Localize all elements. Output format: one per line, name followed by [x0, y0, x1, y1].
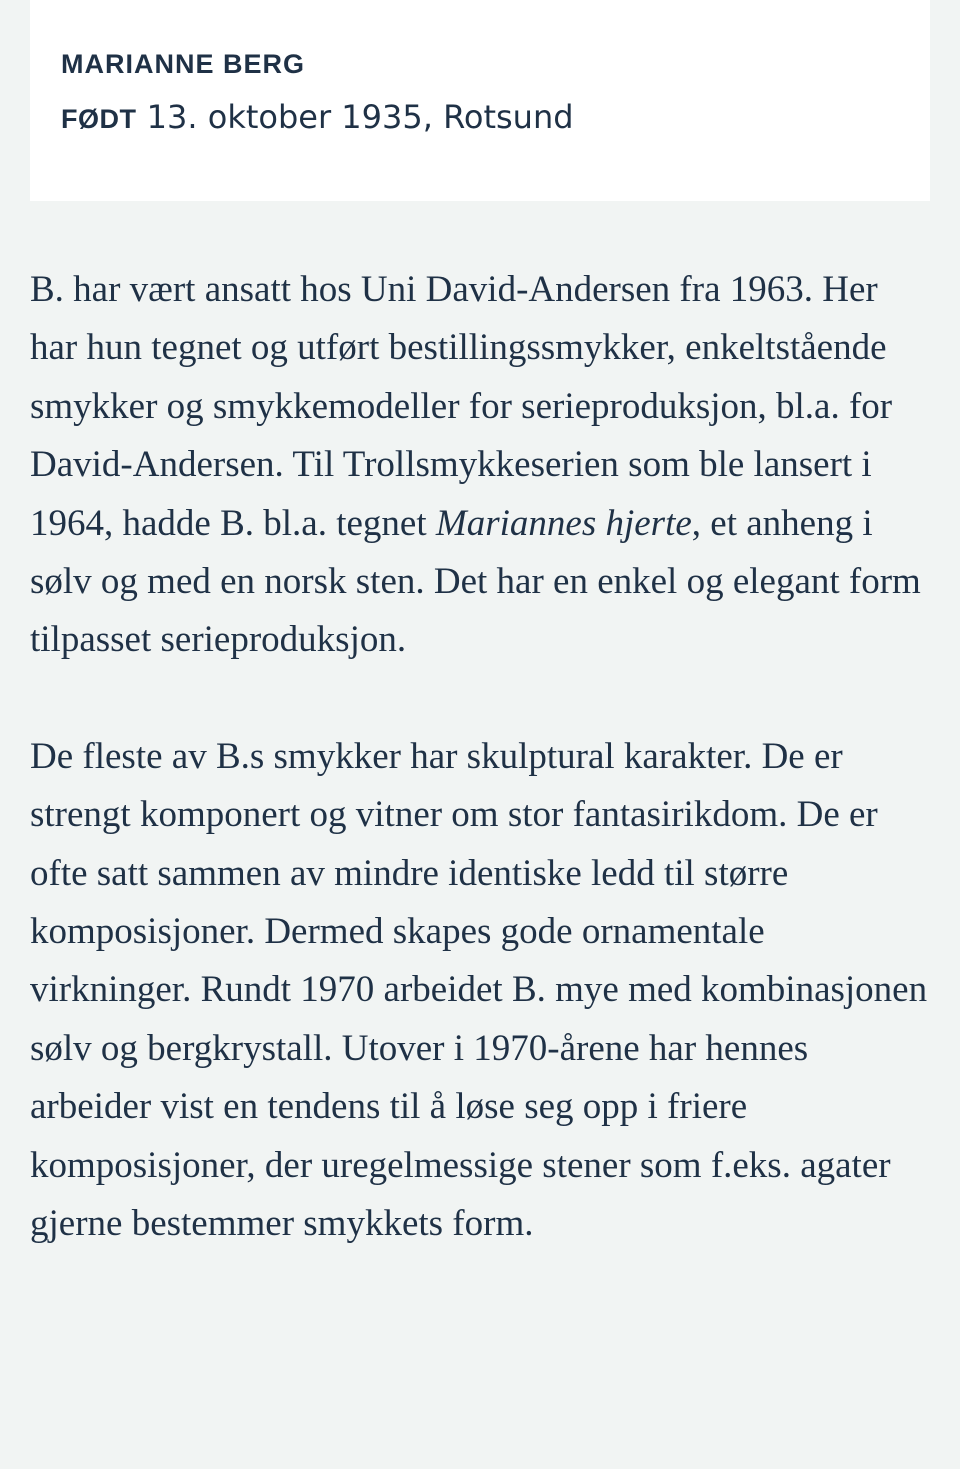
paragraph-1-text-end: , et anheng i sølv og med en norsk sten. Det har en enkel og elegant form tilpasset serieproduksjon. — [30, 502, 921, 661]
article-paragraph-1 — [30, 261, 930, 670]
work-title: Mariannes hjerte — [435, 502, 692, 544]
born-value: 13. oktober 1935, Rotsund — [146, 98, 574, 136]
person-info-card — [30, 0, 930, 201]
article-paragraph-2: De fleste av B.s smykker har skulptural karakter. De er strengt komponert og vitner om stor fantasirikdom. De er ofte satt sammen av mindre identiske ledd til større komposisjoner. Dermed skapes gode ornamentale virkninger. Rundt 1970 arbeidet B. mye med kombinasjonen sølv og bergkrystall. Utover i 1970-årene har hennes arbeider vist en tendens til å løse seg opp i friere komposisjoner, der uregelmessige stener som f.eks. agater gjerne bestemmer smykkets form. — [30, 735, 928, 1245]
article-body — [30, 261, 930, 1312]
paragraph-1-text-start: B. har vært ansatt hos Uni David-Andersen fra 1963. Her har hun tegnet og utført bestillingssmykker, enkeltstående smykker og smykkemodeller for serieproduksjon, bl.a. for David-Andersen. Til Trollsmykkeserien som ble lansert i 1964, hadde B. bl.a. tegnet — [30, 269, 893, 544]
born-row — [61, 96, 930, 140]
born-label: FØDT — [61, 104, 137, 134]
person-name: MARIANNE BERG — [61, 49, 306, 79]
